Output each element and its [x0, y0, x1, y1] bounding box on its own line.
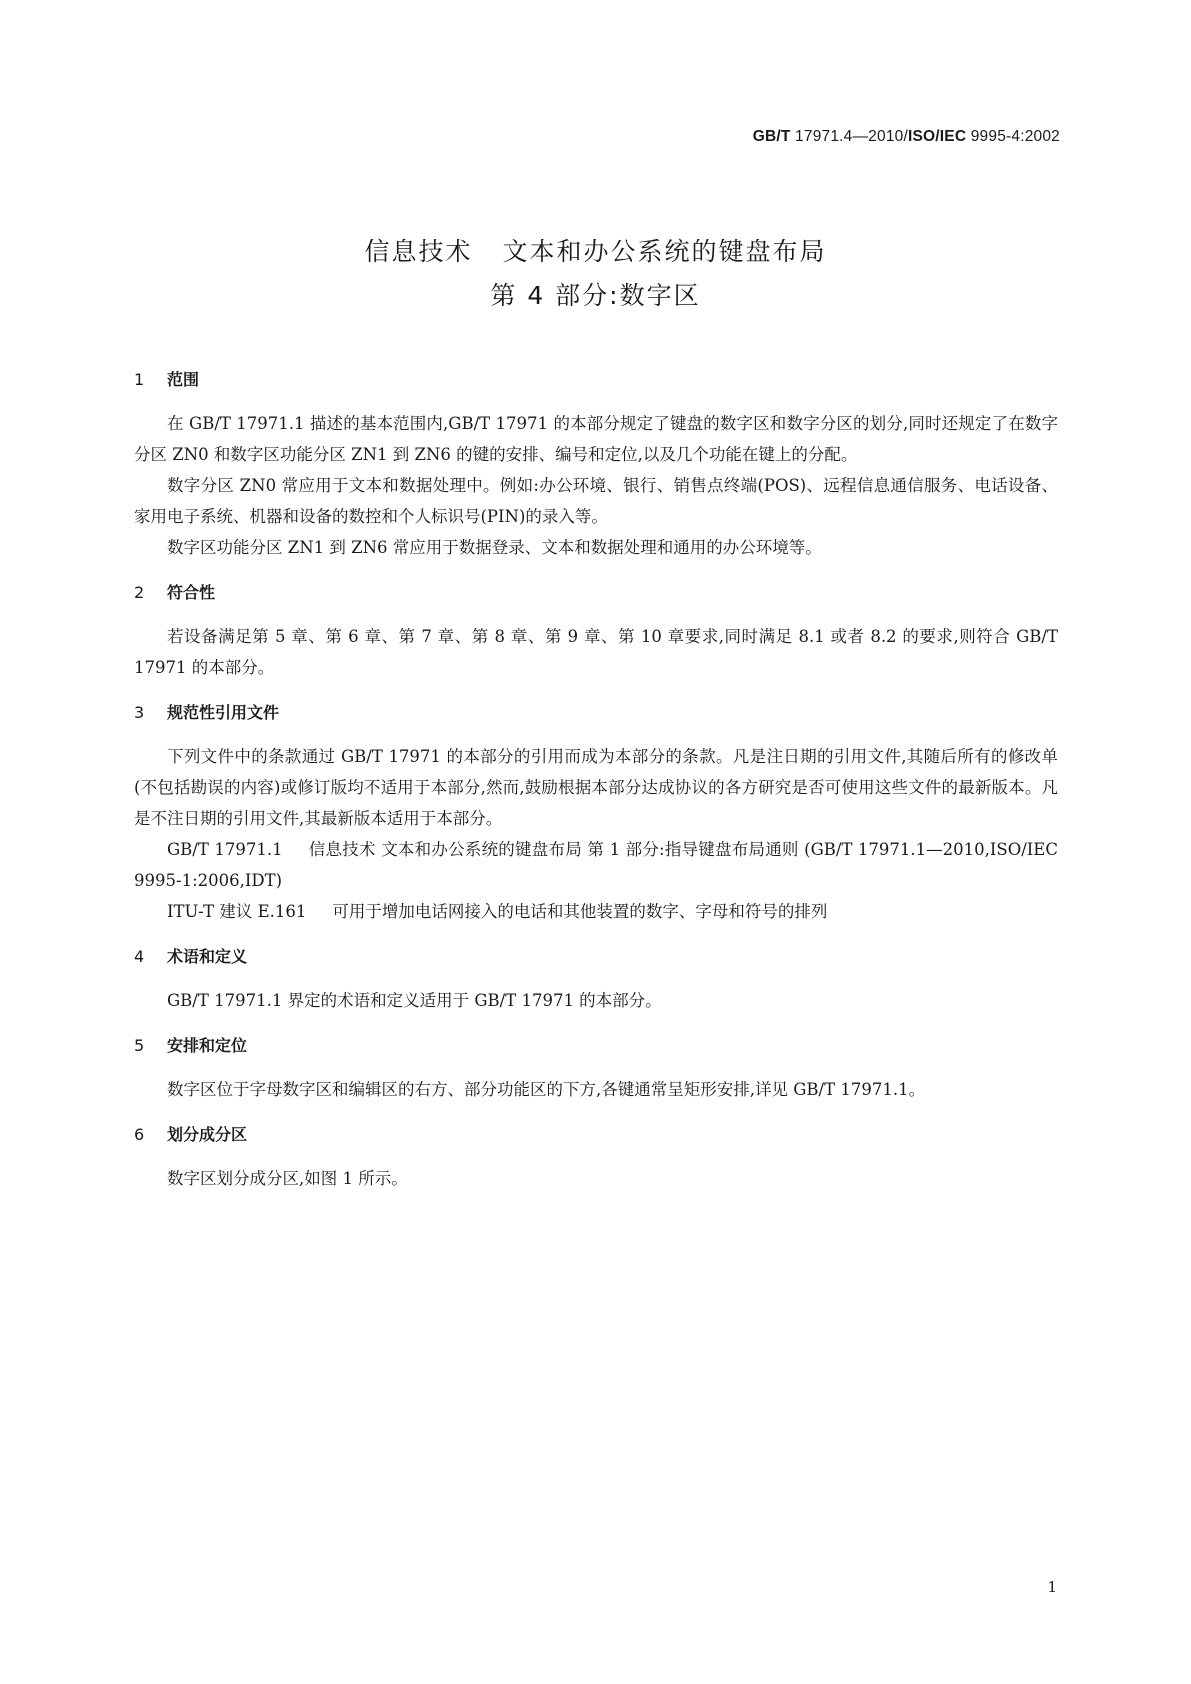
paragraph: 数字分区 ZN0 常应用于文本和数据处理中。例如:办公环境、银行、销售点终端(POS)、远程信息通信服务、电话设备、家用电子系统、机器和设备的数控和个人标识号(PIN)的录入等。: [134, 476, 1058, 526]
section-number: 6: [134, 1125, 145, 1144]
section-number: 5: [134, 1036, 145, 1055]
section-normative-references: [134, 701, 1058, 927]
paragraph: GB/T 17971.1 界定的术语和定义适用于 GB/T 17971 的本部分。: [167, 991, 662, 1010]
paragraph: 在 GB/T 17971.1 描述的基本范围内,GB/T 17971 的本部分规定了键盘的数字区和数字分区的划分,同时还规定了在数字分区 ZN0 和数字区功能分区 ZN1 到 ZN6 的键的安排、编号和定位,以及几个功能在键上的分配。: [134, 414, 1058, 464]
section-title: 规范性引用文件: [167, 703, 280, 722]
section-heading: [134, 701, 1058, 725]
standard-code-number: 17971.4—2010/: [795, 128, 908, 145]
reference-code: ITU-T 建议 E.161: [167, 902, 307, 921]
section-title: 安排和定位: [167, 1036, 248, 1055]
section-heading: [134, 368, 1058, 392]
section-number: 1: [134, 370, 145, 389]
document-title: [0, 232, 1191, 268]
reference-title: 信息技术 文本和办公系统的键盘布局 第 1 部分:指导键盘布局通则 (GB/T 17971.1—2010,ISO/IEC 9995-1:2006,IDT): [134, 840, 1058, 890]
reference-entry: [134, 834, 1058, 896]
paragraph: 数字区功能分区 ZN1 到 ZN6 常应用于数据登录、文本和数据处理和通用的办公环境等。: [167, 538, 822, 557]
section-terms-definitions: [134, 945, 1058, 1016]
document-body: [134, 368, 1058, 1194]
section-heading: [134, 1123, 1058, 1147]
section-scope: [134, 368, 1058, 563]
paragraph: 数字区划分成分区,如图 1 所示。: [167, 1169, 408, 1188]
title-series: 信息技术: [364, 237, 473, 266]
paragraph: 数字区位于字母数字区和编辑区的右方、部分功能区的下方,各键通常呈矩形安排,详见 GB/T 17971.1。: [167, 1080, 926, 1099]
section-heading: [134, 581, 1058, 605]
document-subtitle: 第 4 部分:数字区: [490, 281, 701, 310]
document-code-header: [753, 128, 1060, 146]
section-zones: [134, 1123, 1058, 1194]
section-arrangement: [134, 1034, 1058, 1105]
section-number: 3: [134, 703, 145, 722]
section-title: 术语和定义: [167, 947, 248, 966]
section-title: 范围: [167, 370, 200, 389]
paragraph: 下列文件中的条款通过 GB/T 17971 的本部分的引用而成为本部分的条款。凡是注日期的引用文件,其随后所有的修改单(不包括勘误的内容)或修订版均不适用于本部分,然而,鼓励根据本部分达成协议的各方研究是否可使用这些文件的最新版本。凡是不注日期的引用文件,其最新版本适用于本部分。: [134, 747, 1058, 828]
section-heading: [134, 945, 1058, 969]
title-main: 文本和办公系统的键盘布局: [502, 237, 827, 266]
section-number: 4: [134, 947, 145, 966]
reference-code: GB/T 17971.1: [167, 840, 283, 859]
section-number: 2: [134, 583, 145, 602]
reference-title: 可用于增加电话网接入的电话和其他装置的数字、字母和符号的排列: [332, 902, 828, 921]
section-conformance: [134, 581, 1058, 683]
section-heading: [134, 1034, 1058, 1058]
iso-code-number: 9995-4:2002: [970, 128, 1060, 145]
reference-entry: [134, 896, 1058, 927]
iso-code-prefix: ISO/IEC: [907, 128, 967, 145]
standard-code-prefix: GB/T: [752, 128, 791, 145]
section-title: 符合性: [167, 583, 216, 602]
section-title: 划分成分区: [167, 1125, 248, 1144]
paragraph: 若设备满足第 5 章、第 6 章、第 7 章、第 8 章、第 9 章、第 10 章要求,同时满足 8.1 或者 8.2 的要求,则符合 GB/T 17971 的本部分。: [134, 627, 1058, 677]
page-number: 1: [1047, 1578, 1057, 1596]
